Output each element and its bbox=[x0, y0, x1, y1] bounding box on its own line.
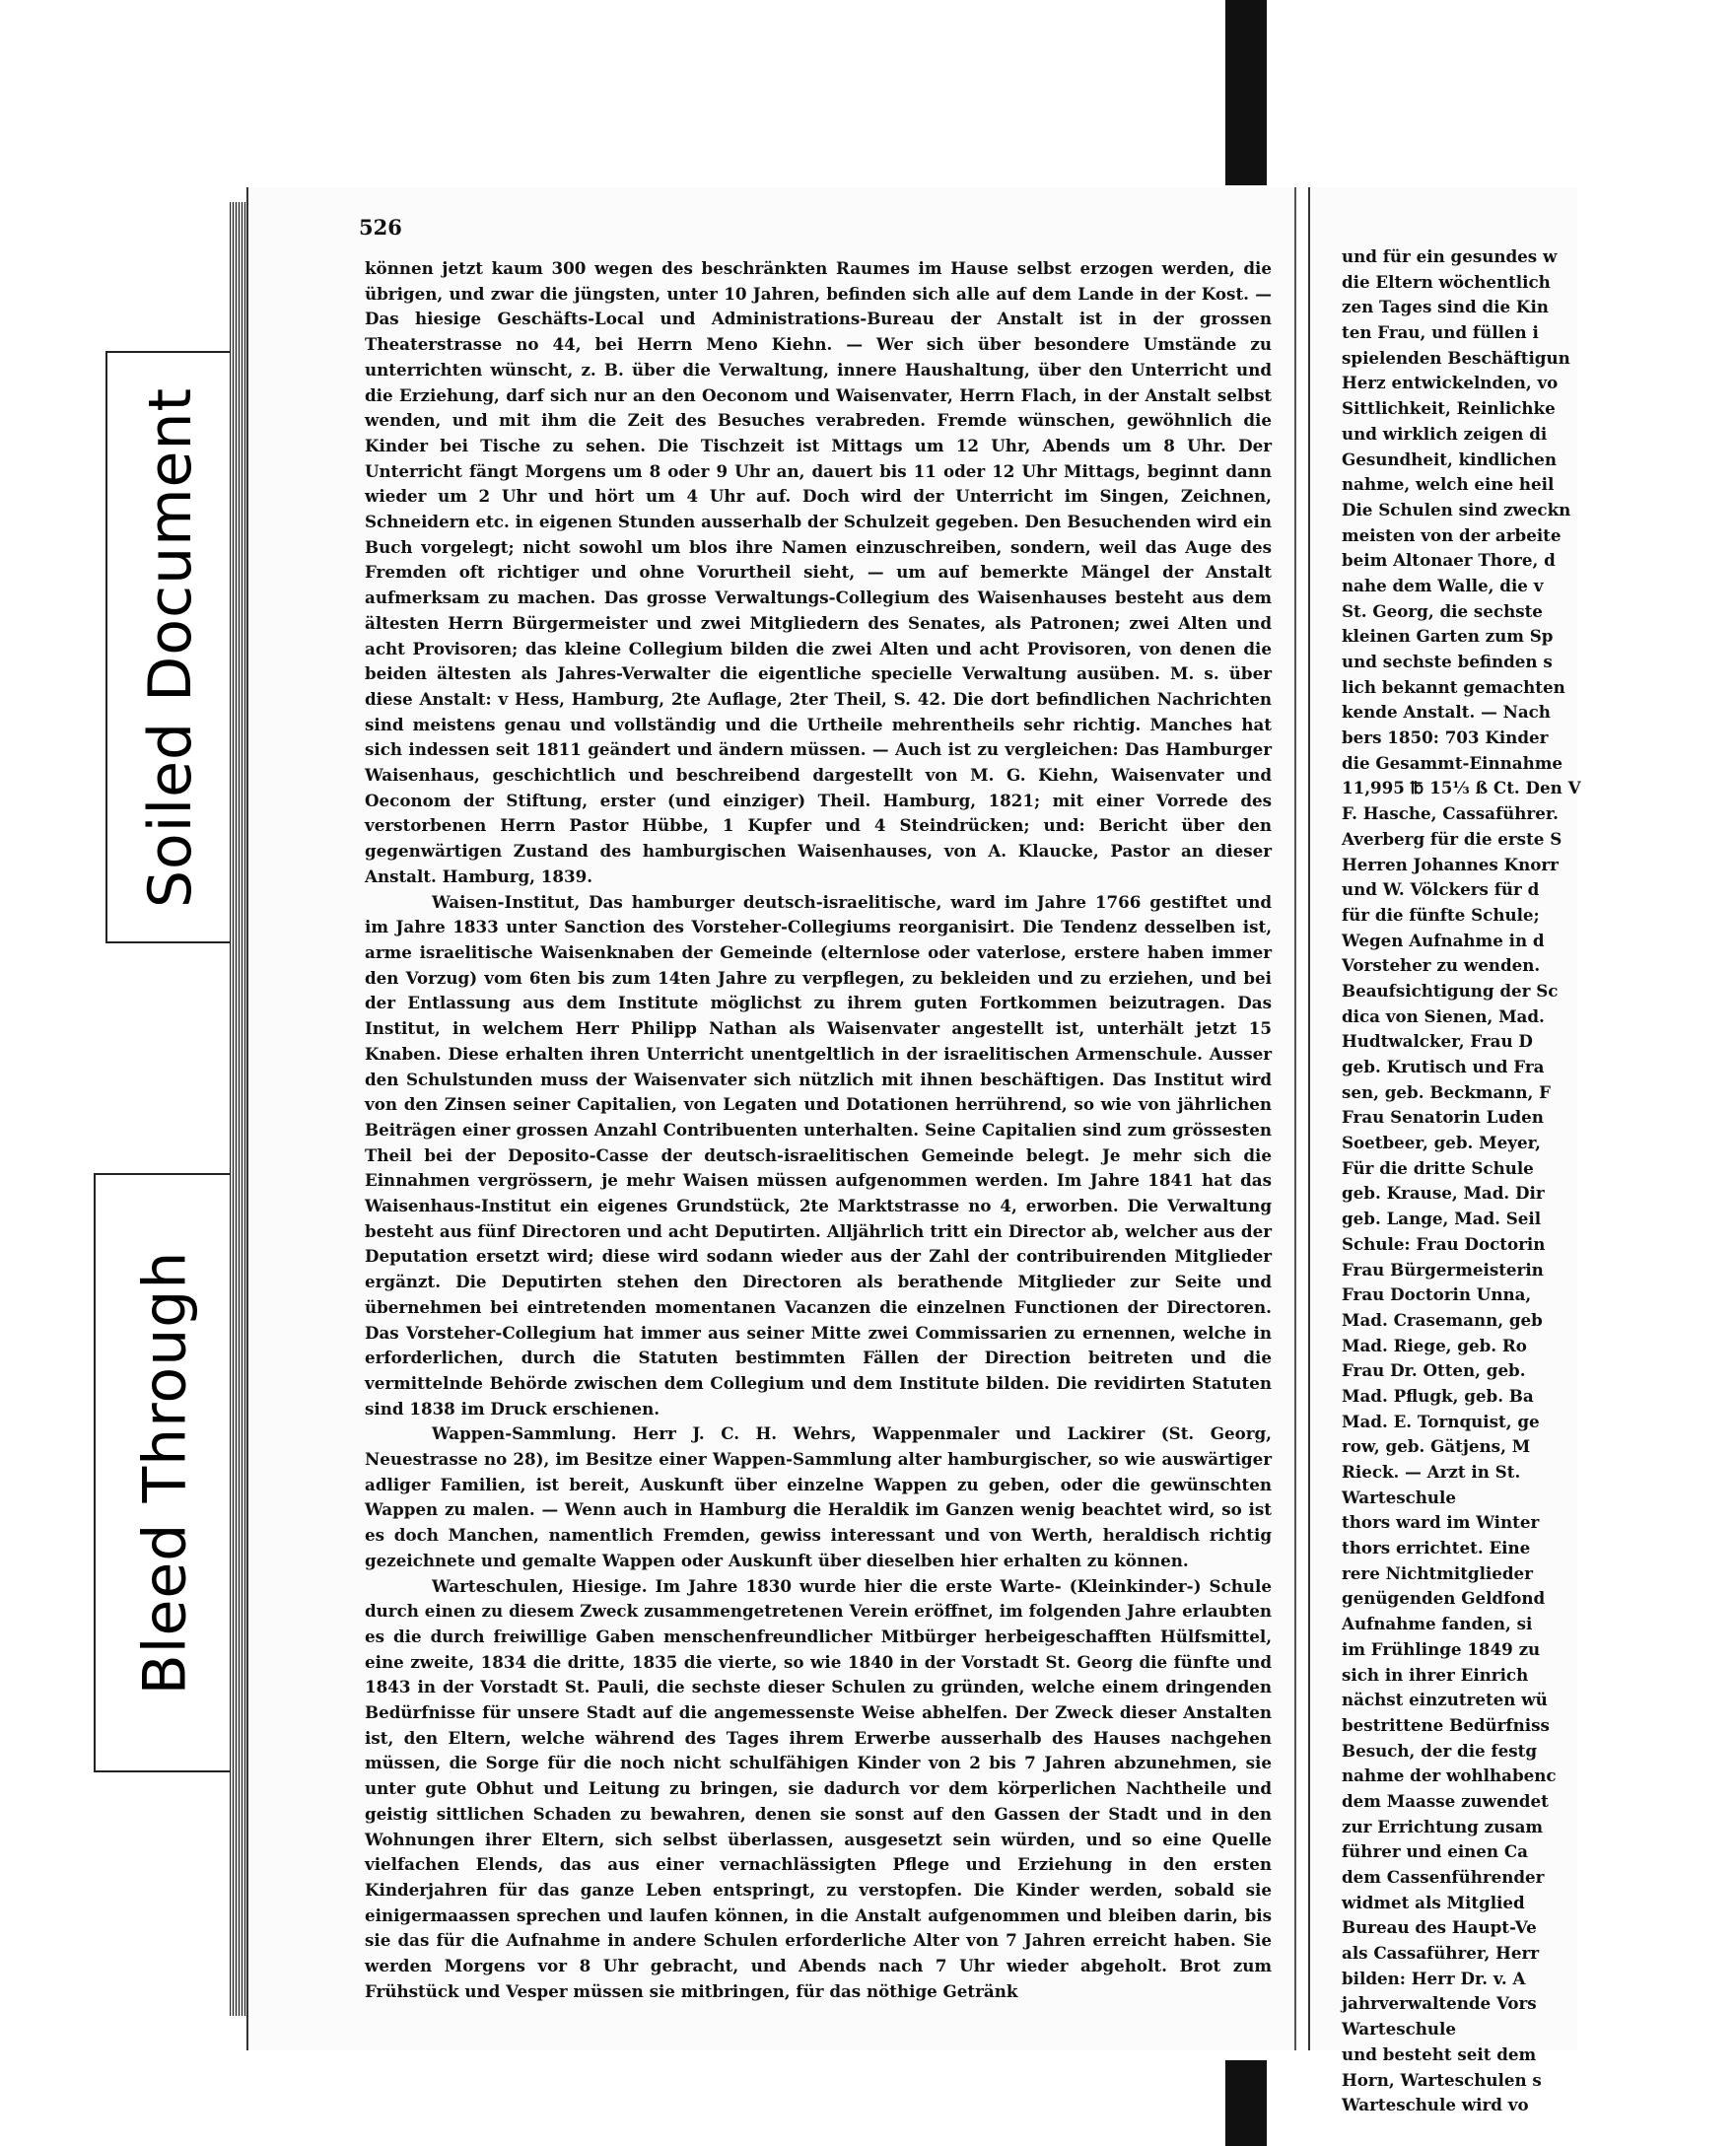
right-page-line: Vorsteher zu wenden. bbox=[1342, 955, 1541, 976]
right-page-line: Mad. Riege, geb. Ro bbox=[1342, 1335, 1527, 1355]
right-page-line: Rieck. — Arzt in St. bbox=[1342, 1462, 1521, 1482]
right-page-line: St. Georg, die sechste bbox=[1342, 600, 1543, 621]
right-page-line: Bureau des Haupt-Ve bbox=[1342, 1917, 1537, 1938]
right-page-line: Soetbeer, geb. Meyer, bbox=[1342, 1133, 1541, 1153]
page-number: 526 bbox=[359, 215, 402, 240]
right-page-line: nächst einzutreten wü bbox=[1342, 1690, 1548, 1710]
right-page-line: Frau Doctorin Unna, bbox=[1342, 1284, 1532, 1305]
right-page-line: Wegen Aufnahme in d bbox=[1342, 930, 1545, 950]
right-page-line: Frau Dr. Otten, geb. bbox=[1342, 1360, 1526, 1381]
right-page-line: jahrverwaltende Vors bbox=[1342, 1993, 1537, 2014]
right-page-line: 11,995 ℔ 15⅓ ß Ct. Den V bbox=[1342, 778, 1581, 798]
right-page-line: Aufnahme fanden, si bbox=[1342, 1614, 1533, 1634]
left-page bbox=[246, 187, 1296, 2050]
right-page-line: und für ein gesundes w bbox=[1342, 246, 1558, 266]
right-page-line: und sechste befinden s bbox=[1342, 652, 1553, 671]
right-page-line: geb. Lange, Mad. Seil bbox=[1342, 1209, 1542, 1229]
right-page-line: Besuch, der die festg bbox=[1342, 1740, 1538, 1761]
right-page-line: F. Hasche, Cassaführer. bbox=[1342, 803, 1559, 824]
right-page-line: bilden: Herr Dr. v. A bbox=[1342, 1968, 1526, 1988]
right-page-line: Horn, Warteschulen s bbox=[1342, 2069, 1542, 2090]
right-page-line: die Gesammt-Einnahme bbox=[1342, 752, 1563, 773]
book-page-edge bbox=[230, 202, 247, 2016]
right-page-line: Mad. Crasemann, geb bbox=[1342, 1309, 1543, 1330]
right-page-line: als Cassaführer, Herr bbox=[1342, 1943, 1540, 1964]
right-page-line: Warteschule wird vo bbox=[1342, 2095, 1529, 2115]
right-page-line: bers 1850: 703 Kinder bbox=[1342, 727, 1549, 748]
right-page-line: Schule: Frau Doctorin bbox=[1342, 1233, 1546, 1254]
right-page-line: lich bekannt gemachten bbox=[1342, 676, 1565, 697]
right-page-line: meisten von der arbeite bbox=[1342, 524, 1562, 545]
right-page-line: nahme der wohlhabenc bbox=[1342, 1765, 1557, 1786]
right-page-line: zur Errichtung zusam bbox=[1342, 1816, 1544, 1836]
film-margin-bar-top bbox=[1225, 0, 1267, 185]
right-page-line: bestrittene Bedürfniss bbox=[1342, 1714, 1550, 1735]
right-page-line: thors ward im Winter bbox=[1342, 1512, 1540, 1533]
paragraph-waisen-institut: Waisen-Institut, Das hamburger deutsch-israelitische, ward im Jahre 1766 gestiftet und im Jahre 1833 unter Sanction des Vorsteher-Collegiums reorganisirt. Die Tendenz desselben ist, arme israelitische Waisenknaben der Gemeinde (elternlose oder vaterlose, erstere haben immer den Vorzug) vom 6ten bis zum 14ten Jahre zu verpflegen, zu bekleiden und zu erziehen, und bei der Entlassung aus dem Institute möglichst zu ihrem guten Fortkommen beizutragen. Das Institut, in welchem Herr Philipp Nathan als Waisenvater angestellt ist, unterhält jetzt 15 Knaben. Diese erhalten ihren Unterricht unentgeltlich in der israelitischen Armenschule. Ausser den Schulstunden muss der Waisenvater sich nützlich mit ihnen beschäftigen. Das Institut wird von den Zinsen seiner Capitalien, von Legaten und Dotationen herrührend, so wie von jährlichen Beiträgen einer grossen Anzahl Contribuenten unterhalten. Seine Capitalien sind zum grössesten Theil bei der Deposito-Casse der deutsch-israelitischen Gemeinde belegt. Je mehr sich die Einnahmen vergrössern, je mehr Waisen müssen aufgenommen werden. Im Jahre 1841 hat das Waisenhaus-Institut ein eigenes Grundstück, 2te Marktstrasse no 4, erworben. Die Verwaltung besteht aus fünf Directoren und acht Deputirten. Alljährlich tritt ein Director ab, welcher aus der Deputation ersetzt wird; diese wird sodann wieder aus der Zahl der contribuirenden Mitglieder ergänzt. Die Deputirten stehen den Directoren als berathende Mitglieder zur Seite und übernehmen bei eintretenden momentanen Vacanzen die einzelnen Functionen der Directoren. Das Vorsteher-Collegium hat immer aus seiner Mitte zwei Commissarien zu ernennen, welche in erforderlichen, durch die Statuten bestimmten Fällen der Direction beitreten und die vermittelnde Behörde zwischen dem Collegium und dem Institute bilden. Die revidirten Statuten sind 1838 im Druck erschienen. bbox=[365, 891, 1272, 1419]
bleed-through-label-text: Bleed Through bbox=[130, 1250, 200, 1696]
right-page-text bbox=[1342, 244, 1736, 2118]
right-page-line: führer und einen Ca bbox=[1342, 1841, 1528, 1862]
right-page-line: Frau Senatorin Luden bbox=[1342, 1107, 1544, 1128]
film-margin-bar-bottom bbox=[1225, 2060, 1267, 2146]
right-page-line: geb. Krause, Mad. Dir bbox=[1342, 1183, 1545, 1204]
right-page-line: Warteschule bbox=[1342, 2019, 1456, 2040]
right-page-line: Hudtwalcker, Frau D bbox=[1342, 1031, 1533, 1052]
right-page-line: row, geb. Gätjens, M bbox=[1342, 1436, 1531, 1457]
right-page-line: spielenden Beschäftigun bbox=[1342, 347, 1570, 368]
right-page-line: Beaufsichtigung der Sc bbox=[1342, 980, 1559, 1001]
right-page-line: für die fünfte Schule; bbox=[1342, 904, 1540, 925]
right-page-line: sen, geb. Beckmann, F bbox=[1342, 1081, 1551, 1102]
right-page-line: dica von Sienen, Mad. bbox=[1342, 1005, 1545, 1026]
right-page-line: dem Maasse zuwendet bbox=[1342, 1790, 1549, 1811]
right-page-line: Für die dritte Schule bbox=[1342, 1157, 1534, 1178]
right-page-line: im Frühlinge 1849 zu bbox=[1342, 1638, 1541, 1659]
right-page-line: kleinen Garten zum Sp bbox=[1342, 626, 1554, 647]
right-page-line: Herren Johannes Knorr bbox=[1342, 854, 1559, 874]
right-page-line: Herz entwickelnden, vo bbox=[1342, 373, 1559, 393]
bleed-through-label bbox=[94, 1173, 236, 1772]
right-page-line: zen Tages sind die Kin bbox=[1342, 297, 1549, 317]
right-page-line: genügenden Geldfond bbox=[1342, 1588, 1546, 1609]
right-page-line: Mad. E. Tornquist, ge bbox=[1342, 1411, 1540, 1431]
right-page-line: rere Nichtmitglieder bbox=[1342, 1562, 1533, 1583]
right-page-line: Warteschule bbox=[1342, 1487, 1456, 1507]
right-page-line: Sittlichkeit, Reinlichke bbox=[1342, 398, 1556, 419]
right-page bbox=[1308, 187, 1581, 2115]
right-page-line: Mad. Pflugk, geb. Ba bbox=[1342, 1385, 1534, 1406]
right-page-line: und besteht seit dem bbox=[1342, 2043, 1537, 2064]
paragraph-waisenhaus: können jetzt kaum 300 wegen des beschränkten Raumes im Hause selbst erzogen werden, die übrigen, und zwar die jüngsten, unter 10 Jahren, befinden sich alle auf dem Lande in der Kost. — Das hiesige Geschäfts-Local und Administrations-Bureau der Anstalt ist in der grossen Theaterstrasse no 44, bei Herrn Meno Kiehn. — Wer sich über besondere Umstände zu unterrichten wünscht, z. B. über die Verwaltung, innere Haushaltung, über den Unterricht und die Erziehung, darf sich nur an den Oeconom und Waisenvater, Herrn Flach, in der Anstalt selbst wenden, und mit ihm die Zeit des Besuches verabreden. Fremde wünschen, gewöhnlich die Kinder bei Tische zu sehen. Die Tischzeit ist Mittags um 12 Uhr, Abends um 8 Uhr. Der Unterricht fängt Morgens um 8 oder 9 Uhr an, dauert bis 11 oder 12 Uhr Mittags, beginnt dann wieder um 2 Uhr und hört um 4 Uhr auf. Doch wird der Unterricht im Singen, Zeichnen, Schneidern etc. in eigenen Stunden ausserhalb der Schulzeit gegeben. Den Besuchenden wird ein Buch vorgelegt; nicht sowohl um blos ihre Namen einzuschreiben, sondern, weil das Auge des Fremden oft richtiger und ohne Vorurtheil sieht, — um auf bemerkte Mängel der Anstalt aufmerksam zu machen. Das grosse Verwaltungs-Collegium des Waisenhauses besteht aus dem ältesten Herrn Bürgermeister und zwei Mitgliedern des Senates, als Patronen; zwei Alten und acht Provisoren; das kleine Collegium bilden die zwei Alten und acht Provisoren, von denen die beiden ältesten als Jahres-Verwalter die eigentliche specielle Verwaltung ausüben. M. s. über diese Anstalt: v Hess, Hamburg, 2te Auflage, 2ter Theil, S. 42. Die dort befindlichen Nachrichten sind meistens genau und vollständig und die Urtheile mehrentheils sehr richtig. Manches hat sich indessen seit 1811 geändert und ändern müssen. — Auch ist zu vergleichen: Das Hamburger Waisenhaus, geschichtlich und beschreibend dargestellt von M. G. Kiehn, Waisenvater und Oeconom der Stiftung, erster (und einziger) Theil. Hamburg, 1821; mit einer Vorrede des verstorbenen Herrn Pastor Hübbe, 1 Kupfer und 4 Steindrücken; und: Bericht über den gegenwärtigen Zustand des hamburgischen Waisenhauses, von A. Klaucke, Pastor an dieser Anstalt. Hamburg, 1839. bbox=[365, 258, 1272, 886]
right-page-line: die Eltern wöchentlich bbox=[1342, 271, 1551, 292]
right-page-line: thors errichtet. Eine bbox=[1342, 1538, 1531, 1558]
right-page-line: Frau Bürgermeisterin bbox=[1342, 1259, 1544, 1280]
right-page-line: ten Frau, und füllen i bbox=[1342, 322, 1539, 343]
soiled-document-label bbox=[105, 351, 236, 943]
right-page-line: Die Schulen sind zweckn bbox=[1342, 499, 1571, 519]
soiled-document-label-text: Soiled Document bbox=[136, 386, 206, 908]
right-page-line: beim Altonaer Thore, d bbox=[1342, 550, 1556, 571]
right-page-line: widmet als Mitglied bbox=[1342, 1892, 1525, 1912]
right-page-line: nahe dem Walle, die v bbox=[1342, 575, 1544, 595]
right-page-line: Averberg für die erste S bbox=[1342, 828, 1562, 849]
right-page-line: kende Anstalt. — Nach bbox=[1342, 702, 1551, 723]
paragraph-warteschulen: Warteschulen, Hiesige. Im Jahre 1830 wurde hier die erste Warte- (Kleinkinder-) Schule durch einen zu diesem Zweck zusammengetretenen Verein eröffnet, im folgenden Jahre erlaubten es die durch freiwillige Gaben menschenfreundlicher Mitbürger herbeigeschafften Hülfsmittel, eine zweite, 1834 die dritte, 1835 die vierte, so wie 1840 in der Vorstadt St. Georg die fünfte und 1843 in der Vorstadt St. Pauli, die sechste dieser Schulen zu gründen, welche einem dringenden Bedürfnisse für unsere Stadt auf die angemessenste Weise abhelfen. Der Zweck dieser Anstalten ist, den Eltern, welche während des Tages ihrem Erwerbe ausserhalb des Hauses nachgehen müssen, die Sorge für die noch nicht schulfähigen Kinder von 2 bis 7 Jahren abzunehmen, sie unter gute Obhut und Leitung zu bringen, sie dadurch vor dem körperlichen Nachtheile und geistig sittlichen Schaden zu bewahren, denen sie sonst auf den Gassen der Stadt und in den Wohnungen ihrer Eltern, sich selbst überlassen, ausgesetzt sein würden, und so eine Quelle vielfachen Elends, das aus einer vernachlässigten Pflege und Erziehung in den ersten Kinderjahren für das ganze Leben entspringt, zu verstopfen. Die Kinder werden, sobald sie einigermaassen sprechen und laufen können, in die Anstalt aufgenommen und bleiben darin, bis sie das für die Aufnahme in andere Schulen erforderliche Alter von 7 Jahren erreicht haben. Sie werden Morgens vor 8 Uhr gebracht, und Abends nach 7 Uhr wieder abgeholt. Brot zum Frühstück und Vesper müssen sie mitbringen, für das nöthige Getränk bbox=[365, 1575, 1272, 2001]
right-page-line: dem Cassenführender bbox=[1342, 1867, 1545, 1887]
right-page-line: und wirklich zeigen di bbox=[1342, 423, 1548, 444]
paragraph-wappen-sammlung: Wappen-Sammlung. Herr J. C. H. Wehrs, Wappenmaler und Lackirer (St. Georg, Neuestrasse no 28), im Besitze einer Wappen-Sammlung alter hamburgischer, so wie auswärtiger adliger Familien, ist bereit, Auskunft über einzelne Wappen zu geben, oder die gewünschten Wappen zu malen. — Wenn auch in Hamburg die Heraldik im Ganzen wenig beachtet wird, so ist es doch Manchen, namentlich Fremden, gewiss interessant und von Werth, heraldisch richtig gezeichnete und gemalte Wappen oder Auskunft über dieselben hier erhalten zu können. bbox=[365, 1423, 1272, 1570]
left-page-text bbox=[365, 256, 1272, 2005]
right-page-line: geb. Krutisch und Fra bbox=[1342, 1057, 1545, 1076]
right-page-line: und W. Völckers für d bbox=[1342, 879, 1540, 900]
right-page-line: Gesundheit, kindlichen bbox=[1342, 449, 1558, 469]
right-page-line: sich in ihrer Einrich bbox=[1342, 1664, 1529, 1685]
right-page-line: nahme, welch eine heil bbox=[1342, 474, 1555, 495]
